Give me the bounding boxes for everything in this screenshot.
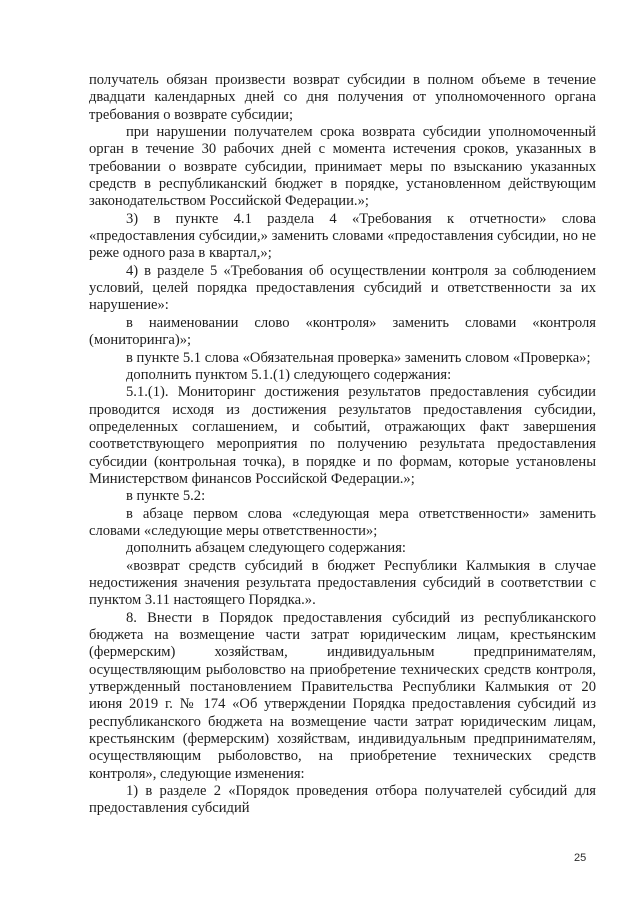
paragraph-item-4: 4) в разделе 5 «Требования об осуществлении контроля за соблюдением условий, целей порядка предоставления субсидий и ответственности за их нарушение»: (89, 262, 596, 314)
paragraph-title-change: в наименовании слово «контроля» заменить словами «контроля (мониторинга)»; (89, 314, 596, 349)
page-number: 25 (574, 852, 587, 864)
paragraph-refund-clause: «возврат средств субсидий в бюджет Республики Калмыкия в случае недостижения значения результата предоставления субсидий в соответствии с пунктом 3.11 настоящего Порядка.». (89, 557, 596, 609)
paragraph-refund-obligation: получатель обязан произвести возврат субсидии в полном объеме в течение двадцати календарных дней со дня получения от уполномоченного органа требования о возврате субсидии; (89, 72, 596, 123)
paragraph-point-5-1: в пункте 5.1 слова «Обязательная проверка» заменить словом «Проверка»; (126, 349, 591, 366)
paragraph-section-2: 1) в разделе 2 «Порядок проведения отбора получателей субсидий для предоставления субсидий (89, 783, 596, 817)
paragraph-item-8: 8. Внести в Порядок предоставления субсидий из республиканского бюджета на возмещение части затрат юридическим лицам, крестьянским (фермерским) хозяйствам, индивидуальным предпринимателям, осуществляющим рыболовство на приобретение технических средств контроля, утвержденный постановлением Правительства Республики Калмыкия от 20 июня 2019 г. № 174 «Об утверждении Порядка предоставления субсидий из республиканского бюджета на возмещение части затрат юридическим лицам, крестьянским (фермерским) хозяйствам, индивидуальным предпринимателям, осуществляющим рыболовство, на приобретение технических средств контроля», следующие изменения: (89, 609, 596, 782)
document-body (89, 72, 596, 818)
paragraph-first-subparagraph: в абзаце первом слова «следующая мера ответственности» заменить словами «следующие меры ответственности»; (89, 505, 596, 539)
paragraph-add-subparagraph: дополнить абзацем следующего содержания: (126, 540, 406, 557)
paragraph-item-3: 3) в пункте 4.1 раздела 4 «Требования к отчетности» слова «предоставления субсидии,» заменить словами «предоставления субсидии, но не реже одного раза в квартал,»; (89, 210, 596, 262)
paragraph-monitoring: 5.1.(1). Мониторинг достижения результатов предоставления субсидии проводится исходя из достижения результатов предоставления субсидии, определенных соглашением, и событий, отражающих факт завершения соответствующего мероприятия по получению результата предоставления субсидии (контрольная точка), в порядке и по формам, которые установлены Министерством финансов Российской Федерации.»; (89, 384, 596, 487)
paragraph-refund-violation: при нарушении получателем срока возврата субсидии уполномоченный орган в течение 30 рабочих дней с момента истечения сроков, указанных в требовании о возврате субсидии, принимает меры по взысканию указанных средств в республиканский бюджет в порядке, установленном действующим законодательством Российской Федерации.»; (89, 124, 596, 210)
paragraph-add-5-1-1: дополнить пунктом 5.1.(1) следующего содержания: (126, 366, 452, 383)
paragraph-point-5-2: в пункте 5.2: (126, 488, 206, 505)
